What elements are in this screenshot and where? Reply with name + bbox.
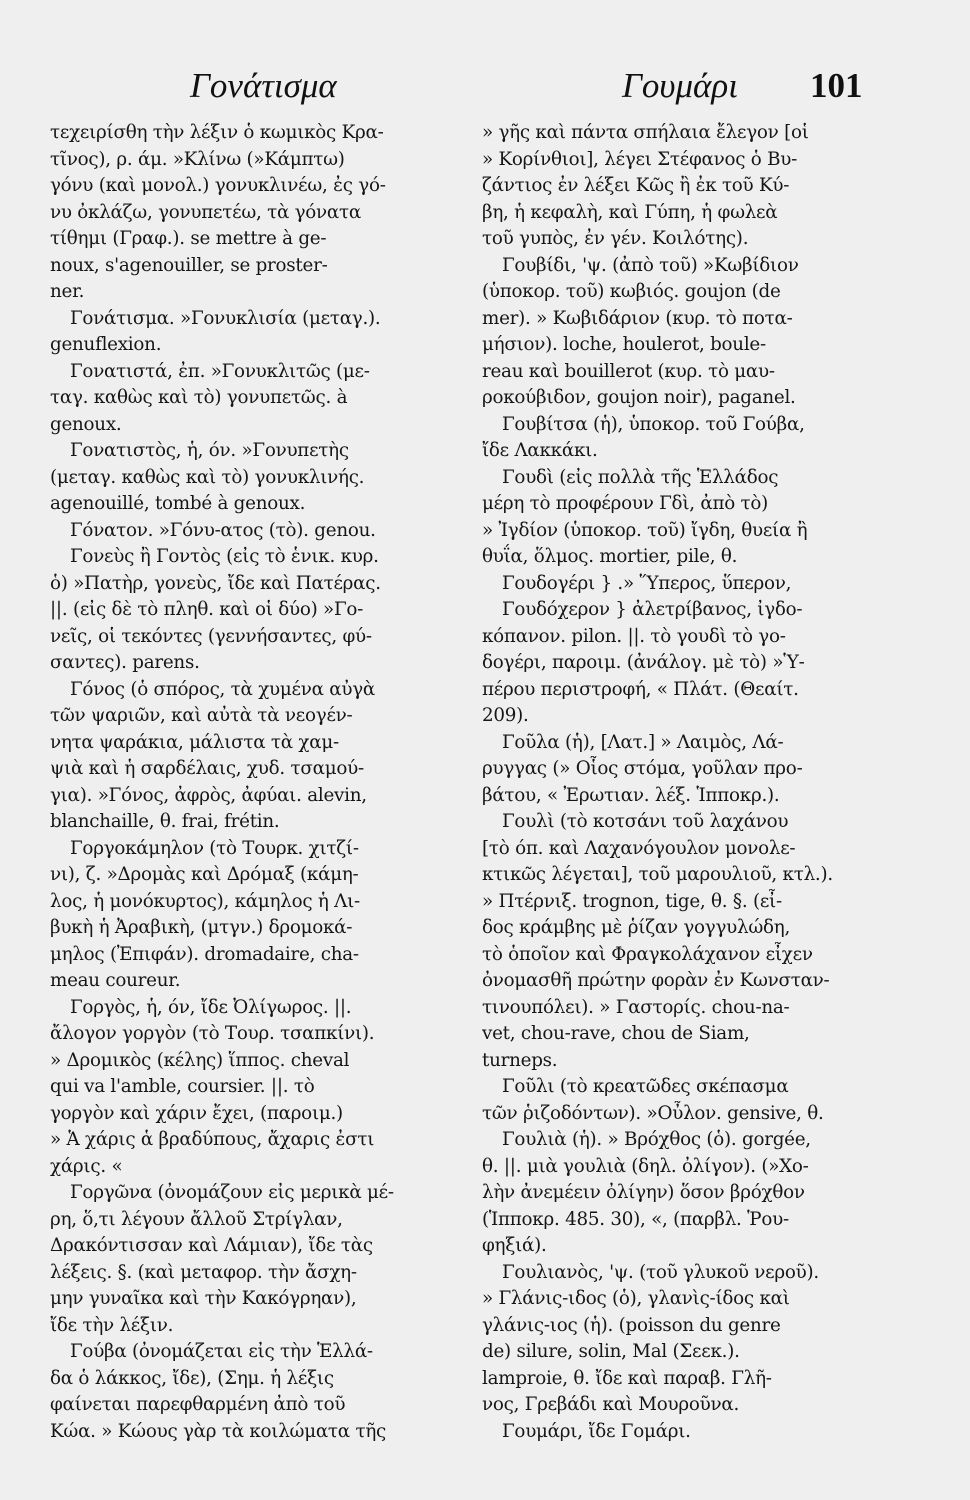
text-line: τὸ ὁποῖον καὶ Φραγκολάχανον εἶχεν (482, 943, 813, 965)
text-line: ||. (εἰς δὲ τὸ πληθ. καὶ οἱ δύο) »Γο- (50, 599, 364, 620)
text-line: qui va l'amble, coursier. ||. τὸ (50, 1076, 315, 1097)
text-line: lamproie, θ. ἴδε καὶ παραβ. Γλῆ- (482, 1367, 772, 1389)
text-line: νεῖς, οἱ τεκόντες (γεννήσαντες, φύ- (50, 625, 372, 647)
text-line: ἴδε Λακκάκι. (482, 440, 598, 461)
left-running-headword: Γονάτισμα (190, 66, 337, 105)
text-line: vet, chou-rave, chou de Siam, (482, 1023, 750, 1044)
page-number: 101 (810, 66, 863, 105)
text-line: » Ἰγδίον (ὑποκορ. τοῦ) ἴγδη, θυεία ἢ (482, 519, 808, 541)
left-text-column (50, 120, 452, 1445)
text-line: Δρακόντισσαν καὶ Λάμιαν), ἴδε τὰς (50, 1235, 373, 1256)
text-line: Κώα. » Κώους γὰρ τὰ κοιλώματα τῆς (50, 1420, 387, 1442)
text-line: λος, ἡ μονόκυρτος), κάμηλος ἡ Λι- (50, 890, 360, 912)
text-line: genoux. (50, 413, 122, 435)
text-line: γλάνις-ιος (ἡ). (poisson du genre (482, 1314, 781, 1336)
text-line: Γουβίτσα (ἡ), ὑποκορ. τοῦ Γούβα, (502, 413, 805, 435)
page-header (0, 62, 970, 112)
text-line: » Γλάνις-ιδος (ὁ), γλανὶς-ίδος καὶ (482, 1288, 790, 1309)
text-line: turneps. (482, 1049, 558, 1071)
text-line: μηλος (Ἐπιφάν). dromadaire, cha- (50, 943, 359, 965)
text-line: τεχειρίσθη τὴν λέξιν ὁ κωμικὸς Κρα- (50, 122, 384, 143)
text-line: μέρη τὸ προφέρουν Γδὶ, ἀπὸ τὸ) (482, 493, 769, 514)
text-line: Γονεὺς ἢ Γοντὸς (εἰς τὸ ἑνικ. κυρ. (70, 546, 379, 567)
text-line: ἴδε τὴν λέξιν. (50, 1314, 174, 1336)
text-line: » Κορίνθιοι], λέγει Στέφανος ὁ Βυ- (482, 148, 798, 170)
text-line: ὁ) »Πατὴρ, γονεὺς, ἴδε καὶ Πατέρας. (50, 572, 381, 594)
text-line: ner. (50, 281, 85, 302)
text-line: χάρις. « (50, 1155, 123, 1177)
text-line: Γουμάρι, ἴδε Γομάρι. (502, 1420, 691, 1442)
text-line: λέξεις. §. (καὶ μεταφορ. τὴν ἄσχη- (50, 1261, 357, 1283)
text-line: κόπανον. pilon. ||. τὸ γουδὶ τὸ γο- (482, 625, 786, 647)
text-line: δα ὁ λάκκος, ἴδε), (Σημ. ἡ λέξις (50, 1367, 334, 1389)
text-line: τῶν ψαριῶν, καὶ αὐτὰ τὰ νεογέν- (50, 705, 353, 726)
text-line: genuflexion. (50, 334, 162, 355)
text-line: Γουδὶ (εἰς πολλὰ τῆς Ἑλλάδος (502, 466, 779, 488)
text-line: Γοργοκάμηλον (τὸ Τουρκ. χιτζί- (70, 837, 359, 859)
text-line: θ. ||. μιὰ γουλιὰ (δηλ. ὀλίγον). (»Χο- (482, 1155, 809, 1177)
text-line: agenouillé, tombé à genoux. (50, 493, 306, 514)
text-line: γοργὸν καὶ χάριν ἔχει, (παροιμ.) (50, 1102, 343, 1124)
text-line: τῶν ῥιζοδόντων). »Οὖλον. gensive, θ. (482, 1102, 824, 1124)
text-line: ρυγγας (» Οἷος στόμα, γοῦλαν προ- (482, 758, 803, 779)
text-line: για). »Γόνος, ἀφρὸς, ἀφύαι. alevin, (50, 784, 367, 806)
text-line: βάτου, « Ἐρωτιαν. λέξ. Ἱπποκρ.). (482, 784, 780, 806)
text-line: Γοργῶνα (ὀνομάζουν εἰς μερικὰ μέ- (70, 1182, 394, 1203)
text-line: ἄλογον γοργὸν (τὸ Τουρ. τσαπκίνι). (50, 1023, 375, 1044)
text-line: μην γυναῖκα καὶ τὴν Κακόγρηαν), (50, 1288, 357, 1309)
text-line: τίθημι (Γραφ.). se mettre à ge- (50, 228, 327, 249)
text-line: Γοργὸς, ἡ, όν, ἴδε Ὀλίγωρος. ||. (70, 996, 352, 1018)
text-line: λὴν ἀνεμέειν ὀλίγην) ὅσον βρόχθον (482, 1182, 805, 1203)
text-line: Γουδόχερον } ἀλετρίβανος, ἰγδο- (502, 599, 803, 620)
text-line: Γουλὶ (τὸ κοτσάνι τοῦ λαχάνου (502, 811, 789, 832)
text-line: » Ἁ χάρις ἁ βραδύπους, ἄχαρις ἐστι (50, 1129, 375, 1150)
text-line: δος κράμβης μὲ ῥίζαν γογγυλώδη, (482, 917, 791, 938)
text-line: ψιὰ καὶ ἡ σαρδέλαις, χυδ. τσαμού- (50, 758, 364, 779)
text-line: (μεταγ. καθὼς καὶ τὸ) γονυκλινής. (50, 466, 365, 488)
text-line: φηξιά). (482, 1235, 547, 1256)
text-line: » γῆς καὶ πάντα σπήλαια ἔλεγον [οἱ (482, 122, 809, 143)
text-line: τῖνος), ρ. άμ. »Κλίνω (»Κάμπτω) (50, 148, 345, 170)
text-line: τοῦ γυπὸς, ἐν γέν. Κοιλότης). (482, 228, 749, 249)
text-line: φαίνεται παρεφθαρμένη ἀπὸ τοῦ (50, 1394, 346, 1415)
text-line: Γονάτισμα. »Γονυκλισία (μεταγ.). (70, 307, 381, 329)
text-line: Γονατιστά, ἐπ. »Γονυκλιτῶς (με- (70, 360, 370, 382)
text-line: ταγ. καθὼς καὶ τὸ) γονυπετῶς. à (50, 387, 348, 408)
text-line: Γόνος (ὁ σπόρος, τὰ χυμένα αὐγὰ (70, 678, 375, 700)
text-line: βη, ἡ κεφαλὴ, καὶ Γύπη, ἡ φωλεὰ (482, 201, 778, 223)
text-line: ὀνομασθῆ πρώτην φορὰν ἐν Κωνσταν- (482, 970, 830, 991)
text-line: Γουλιανὸς, 'ψ. (τοῦ γλυκοῦ νεροῦ). (502, 1261, 819, 1283)
text-line: νυ ὀκλάζω, γονυπετέω, τὰ γόνατα (50, 201, 361, 223)
text-line: ζάντιος ἐν λέξει Κῶς ἢ ἐκ τοῦ Κύ- (482, 175, 790, 196)
text-line: βυκὴ ἡ Ἀραβικὴ, (μτγν.) δρομοκά- (50, 917, 353, 938)
text-line: mer). » Κωβιδάριον (κυρ. τὸ ποτα- (482, 307, 793, 329)
text-line: » Πτέρνιξ. trognon, tige, θ. §. (εἶ- (482, 890, 782, 912)
text-line: de) silure, solin, Mal (Σεεκ.). (482, 1341, 740, 1362)
text-line: κτικῶς λέγεται], τοῦ μαρουλιοῦ, κτλ.). (482, 864, 833, 885)
text-line: 209). (482, 705, 529, 726)
text-line: θυΐα, ὅλμος. mortier, pile, θ. (482, 546, 738, 567)
text-line: πέρου περιστροφή, « Πλάτ. (Θεαίτ. (482, 678, 799, 700)
text-line: δογέρι, παροιμ. (ἀνάλογ. μὲ τὸ) »Ὑ- (482, 652, 805, 673)
text-line: μήσιον). loche, houlerot, boule- (482, 334, 766, 355)
text-line: ρη, ὅ,τι λέγουν ἄλλοῦ Στρίγλαν, (50, 1208, 343, 1230)
text-line: Γουλιὰ (ἡ). » Βρόχθος (ὁ). gorgée, (502, 1129, 811, 1150)
right-running-headword: Γουμάρι (622, 66, 738, 105)
text-line: Γουδογέρι } .» Ὕπερος, ὕπερον, (502, 572, 792, 594)
text-line: blanchaille, θ. frai, frétin. (50, 811, 280, 832)
text-line: reau καὶ bouillerot (κυρ. τὸ μαυ- (482, 360, 775, 382)
text-line: τινουπόλει). » Γαστορίς. chou-na- (482, 996, 790, 1018)
text-line: Γοῦλα (ἡ), [Λατ.] » Λαιμὸς, Λά- (502, 731, 784, 753)
text-line: » Δρομικὸς (κέλης) ἵππος. cheval (50, 1049, 350, 1071)
text-line: γόνυ (καὶ μονολ.) γονυκλινέω, ἐς γό- (50, 175, 386, 196)
text-line: noux, s'agenouiller, se proster- (50, 254, 328, 276)
text-line: ροκούβιδον, goujon noir), paganel. (482, 387, 796, 408)
text-line: Γόνατον. »Γόνυ-ατος (τὸ). genou. (70, 519, 376, 541)
text-line: Γοῦλι (τὸ κρεατῶδες σκέπασμα (502, 1076, 789, 1097)
text-line: Γούβα (ὀνομάζεται εἰς τὴν Ἑλλά- (70, 1341, 373, 1362)
text-line: [τὸ όπ. καὶ Λαχανόγουλον μονολε- (482, 837, 796, 859)
text-line: (ὑποκορ. τοῦ) κωβιός. goujon (de (482, 281, 781, 302)
text-line: Γουβίδι, 'ψ. (ἀπὸ τοῦ) »Κωβίδιον (502, 254, 799, 276)
text-line: Γονατιστὸς, ἡ, όν. »Γονυπετὴς (70, 440, 349, 461)
text-line: (Ἱπποκρ. 485. 30), «, (παρβλ. Ῥου- (482, 1208, 789, 1230)
text-line: meau coureur. (50, 970, 181, 991)
text-line: νος, Γρεβάδι καὶ Μουροῦνα. (482, 1394, 740, 1415)
text-line: σαντες). parens. (50, 652, 200, 673)
text-line: νι), ζ. »Δρομὰς καὶ Δρόμαξ (κάμη- (50, 864, 359, 885)
right-text-column (482, 120, 882, 1445)
text-line: νητα ψαράκια, μάλιστα τὰ χαμ- (50, 731, 339, 753)
